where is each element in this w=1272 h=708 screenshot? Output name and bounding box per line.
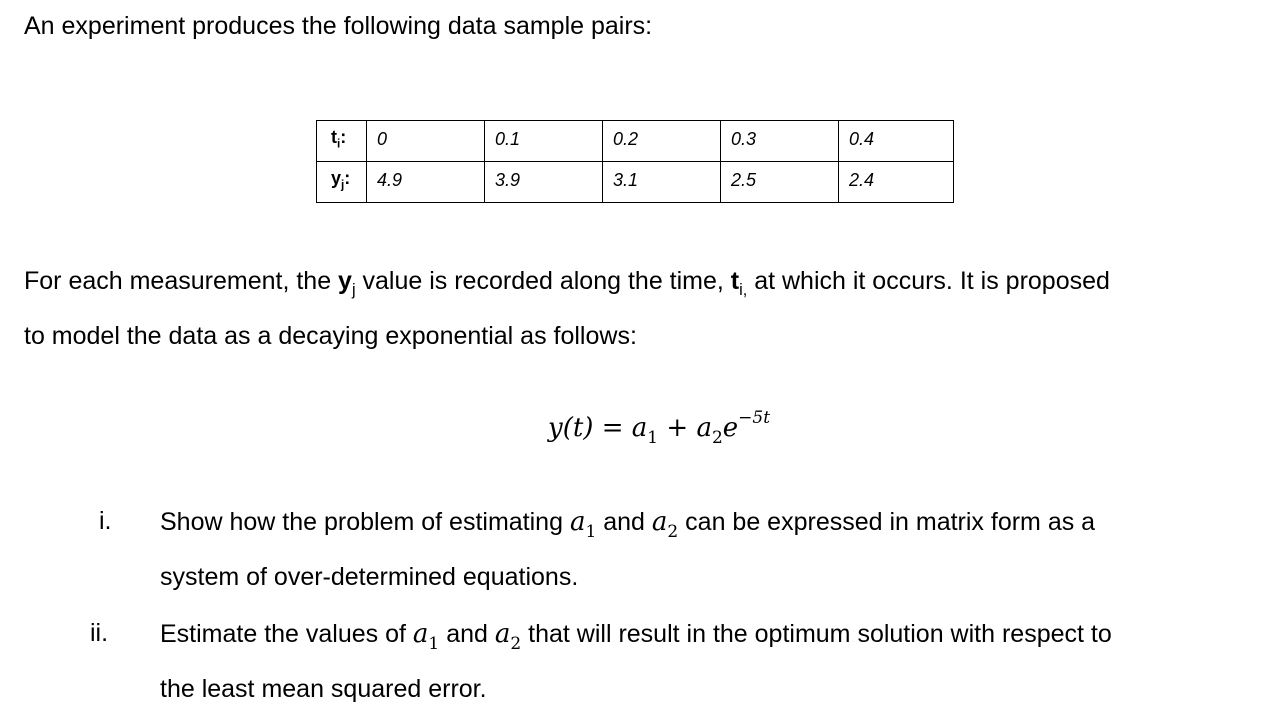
item-ii-line-1: Estimate the values of $a_1$ and $a_2$ that will result in the optimum solution with respect to (160, 619, 1112, 654)
table-cell: 4.9 (367, 162, 485, 203)
item-i-line-2: system of over-determined equations. (160, 563, 579, 591)
table-cell: 0.3 (721, 121, 839, 162)
table-cell: 2.4 (839, 162, 954, 203)
table-cell: 0.1 (485, 121, 603, 162)
table-cell: 0.4 (839, 121, 954, 162)
y-label: $y_j$: (317, 162, 367, 203)
t-label: $t_i$: (317, 121, 367, 162)
data-table (316, 120, 954, 203)
intro-text: An experiment produces the following data sample pairs: (24, 12, 653, 40)
paragraph-line-2: to model the data as a decaying exponential as follows: (24, 322, 637, 350)
table-cell: 0 (367, 121, 485, 162)
item-ii-line-2: the least mean squared error. (160, 675, 487, 703)
item-number-ii: ii. (90, 619, 109, 647)
table-cell: 3.9 (485, 162, 603, 203)
table-cell: 3.1 (603, 162, 721, 203)
table-cell: 0.2 (603, 121, 721, 162)
table-row-y (317, 162, 954, 203)
item-number-i: i. (99, 507, 112, 535)
table-cell: 2.5 (721, 162, 839, 203)
item-i-line-1: Show how the problem of estimating $a_1$ and $a_2$ can be expressed in matrix form as a (160, 507, 1096, 542)
paragraph-line-1: For each measurement, the $y_j$ value is recorded along the time, $t_{i,}$ at which it occurs. It is proposed (24, 267, 1110, 299)
table-row-t (317, 121, 954, 162)
model-formula: $y(t) = a_1 + a_2e^{-5t}$ (548, 408, 771, 448)
